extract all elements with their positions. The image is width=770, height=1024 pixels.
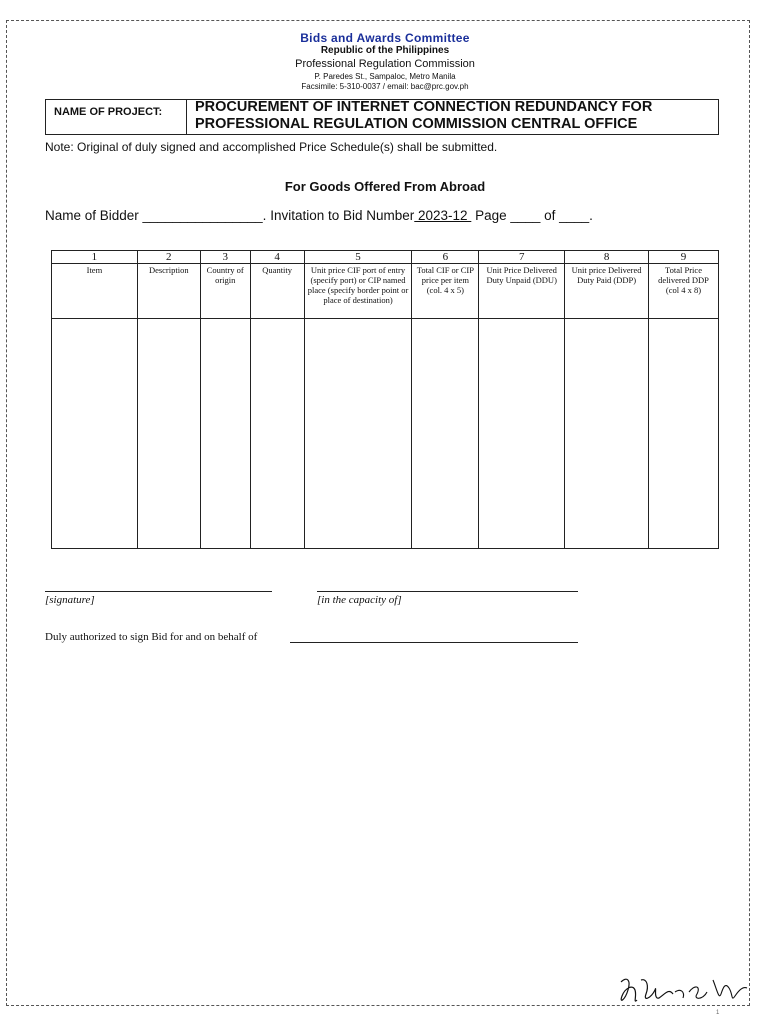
table-cell [412, 319, 479, 549]
page-label: Page ____ of ____. [471, 208, 593, 223]
table-cell [565, 319, 649, 549]
table-cell [137, 319, 200, 549]
project-divider [186, 100, 187, 134]
submission-note: Note: Original of duly signed and accomplished Price Schedule(s) shall be submitted. [45, 140, 498, 154]
signature-label: [signature] [45, 594, 95, 606]
project-title-line1: PROCUREMENT OF INTERNET CONNECTION REDUNDANCY FOR [195, 99, 653, 115]
itb-label: Invitation to Bid Number [266, 208, 415, 223]
bidder-name-label: Name of Bidder ________________. [45, 208, 267, 223]
table-cell [304, 319, 412, 549]
itb-number: 2023-12 [414, 208, 472, 223]
col-header-ddu: Unit Price Delivered Duty Unpaid (DDU) [479, 264, 565, 319]
col-header-item: Item [52, 264, 138, 319]
col-header-quantity: Quantity [250, 264, 304, 319]
col-header-country: Country of origin [200, 264, 250, 319]
col-header-total-cif: Total CIF or CIP price per item (col. 4 x 5) [412, 264, 479, 319]
republic-line: Republic of the Philippines [320, 45, 450, 56]
table-cell [200, 319, 250, 549]
address-line: P. Paredes St., Sampaloc, Metro Manila [314, 72, 456, 81]
col-number: 7 [479, 251, 565, 264]
price-schedule-table [51, 250, 719, 549]
col-number: 6 [412, 251, 479, 264]
col-header-description: Description [137, 264, 200, 319]
project-title-line2: PROFESSIONAL REGULATION COMMISSION CENTRAL OFFICE [195, 116, 638, 132]
table-cell [250, 319, 304, 549]
capacity-label: [in the capacity of] [317, 594, 402, 606]
table-cell [479, 319, 565, 549]
authorized-text: Duly authorized to sign Bid for and on behalf of [45, 631, 258, 643]
table-cell [52, 319, 138, 549]
table-cell [649, 319, 719, 549]
col-number: 8 [565, 251, 649, 264]
committee-name: Bids and Awards Committee [300, 31, 470, 45]
col-header-ddp: Unit price Delivered Duty Paid (DDP) [565, 264, 649, 319]
handwritten-initials [613, 970, 753, 1012]
signature-line [45, 591, 272, 592]
col-number: 9 [649, 251, 719, 264]
page-mark: 1 [716, 1010, 720, 1016]
col-number: 4 [250, 251, 304, 264]
col-number: 3 [200, 251, 250, 264]
commission-name: Professional Regulation Commission [295, 58, 475, 70]
col-number: 2 [137, 251, 200, 264]
authorized-line [290, 642, 578, 643]
col-header-unit-price-cif: Unit price CIF port of entry (specify port) or CIP named place (specify border point or place of destination) [304, 264, 412, 319]
project-title [195, 99, 652, 133]
section-title: For Goods Offered From Abroad [284, 179, 486, 194]
col-number: 5 [304, 251, 412, 264]
capacity-line [317, 591, 578, 592]
project-label: NAME OF PROJECT: [54, 106, 163, 118]
bidder-line [45, 208, 593, 223]
col-header-total-ddp: Total Price delivered DDP (col 4 x 8) [649, 264, 719, 319]
contact-line: Facsimile: 5-310-0037 / email: bac@prc.gov.ph [301, 82, 469, 91]
col-number: 1 [52, 251, 138, 264]
